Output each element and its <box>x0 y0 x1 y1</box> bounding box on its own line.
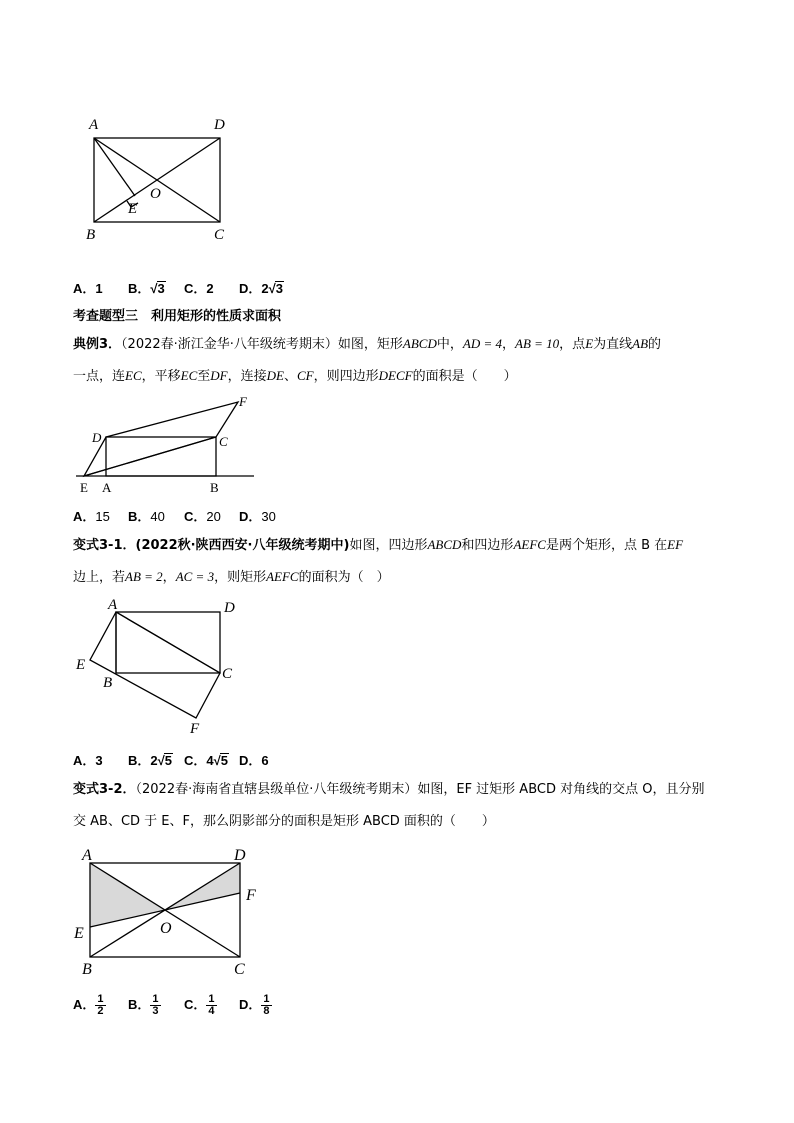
option-letter: A． <box>73 997 96 1012</box>
option-letter: A． <box>73 753 96 768</box>
variant31-line1 <box>73 534 683 557</box>
label-e: E <box>74 925 84 942</box>
math: EF <box>667 537 684 552</box>
option-letter: D． <box>239 509 262 524</box>
text: ， <box>162 570 176 585</box>
example3-line1 <box>73 333 661 356</box>
math: ABCD <box>427 537 462 552</box>
label-b: B <box>103 675 113 691</box>
option-letter: B． <box>128 509 151 524</box>
figure-rectangle-abcd-1 <box>78 112 248 247</box>
option-b[interactable] <box>128 506 165 525</box>
text: ，平移 <box>141 369 181 384</box>
text: 如图，四边形 <box>349 538 428 553</box>
label-b: B <box>82 961 92 978</box>
text: 和四边形 <box>461 538 514 553</box>
option-value: 3 <box>275 281 283 296</box>
option-d[interactable] <box>239 506 276 525</box>
option-letter: B． <box>128 753 151 768</box>
label-c: C <box>214 227 225 243</box>
option-letter: B． <box>128 281 151 296</box>
variant-source: (2022秋·陕西西安·八年级统考期中) <box>135 538 350 553</box>
label-o: O <box>150 186 161 202</box>
numerator: 1 <box>263 993 270 1006</box>
label-f: F <box>190 721 200 737</box>
variant-tag: 变式3-1． <box>73 538 136 553</box>
fraction <box>261 994 271 1017</box>
rectangle-abcd <box>106 437 216 476</box>
example3-line2 <box>73 365 517 388</box>
denominator: 2 <box>97 1005 104 1018</box>
math: AC = 3 <box>175 569 215 584</box>
option-letter: C． <box>184 509 207 524</box>
section-title: 利用矩形的性质求面积 <box>151 309 282 324</box>
rectangle-aefc <box>90 612 220 718</box>
option-value: 5 <box>164 753 172 768</box>
numerator: 1 <box>208 993 215 1006</box>
option-letter: C． <box>184 281 207 296</box>
label-e: E <box>128 201 138 217</box>
text: 、 <box>284 369 298 384</box>
label-e: E <box>76 657 86 673</box>
math: EC <box>125 368 142 383</box>
math: DE <box>266 368 284 383</box>
option-letter: C． <box>184 753 207 768</box>
option-letter: A． <box>73 281 96 296</box>
fraction <box>95 994 105 1017</box>
text: ，则四边形 <box>313 369 379 384</box>
math: ABCD <box>402 336 437 351</box>
radical-sign: √ <box>157 753 165 768</box>
option-value: 20 <box>206 509 221 524</box>
numerator: 1 <box>97 993 104 1006</box>
denominator: 3 <box>152 1005 159 1018</box>
text: 为直线 <box>593 337 633 352</box>
text: ， <box>502 337 516 352</box>
text: 的 <box>648 337 662 352</box>
label-d: D <box>92 430 102 445</box>
variant-tag: 变式3-2． <box>73 782 136 797</box>
text: ，则矩形 <box>214 570 267 585</box>
math: AD = 4 <box>462 336 502 351</box>
denominator: 4 <box>208 1005 215 1018</box>
variant-text: 交 AB、CD 于 E、F，那么阴影部分的面积是矩形 ABCD 面积的（ ） <box>73 814 495 829</box>
option-letter: D． <box>239 281 262 296</box>
math: AB = 10 <box>515 336 560 351</box>
segment-ec <box>84 437 216 476</box>
variant-text: （2022春·海南省直辖县级单位·八年级统考期末）如图，EF 过矩形 ABCD 对角线的交点 O，且分别 <box>135 782 705 797</box>
label-a: A <box>89 117 99 133</box>
label-a: A <box>108 597 118 613</box>
text: 如图，矩形 <box>337 337 403 352</box>
option-value: 30 <box>261 509 276 524</box>
diagonal-ac <box>116 612 220 673</box>
option-a[interactable] <box>73 506 110 525</box>
math: EC <box>180 368 198 383</box>
math: CF <box>297 368 314 383</box>
option-coefficient: 4 <box>206 753 214 768</box>
option-letter: C． <box>184 997 207 1012</box>
text: 的面积为（ ） <box>298 570 390 585</box>
label-f: F <box>246 887 256 904</box>
example-source: （2022春·浙江金华·八年级统考期末） <box>121 337 338 352</box>
example-tag: 典例3． <box>73 337 122 352</box>
text: 是两个矩形，点 B 在 <box>545 538 668 553</box>
shaded-triangle-aeo <box>90 863 166 927</box>
option-value: 3 <box>157 281 165 296</box>
option-value: 1 <box>95 281 103 296</box>
option-a[interactable] <box>73 278 103 297</box>
label-c: C <box>222 666 233 682</box>
text: ，点 <box>559 337 586 352</box>
segment-ae <box>94 138 135 196</box>
fraction <box>150 994 160 1017</box>
label-b: B <box>86 227 96 243</box>
label-c: C <box>234 961 245 978</box>
text: 一点，连 <box>73 369 126 384</box>
label-b: B <box>210 480 219 495</box>
section-heading <box>73 306 281 328</box>
option-value: 40 <box>150 509 165 524</box>
option-value: 6 <box>261 753 269 768</box>
option-d[interactable] <box>239 994 272 1017</box>
math: AB <box>632 336 649 351</box>
math: DECF <box>378 368 413 383</box>
label-d: D <box>234 847 246 864</box>
option-c[interactable] <box>184 278 214 297</box>
figure-rectangles-abcd-aefc <box>72 592 252 742</box>
math: DF <box>210 368 228 383</box>
label-o: O <box>160 920 172 937</box>
option-c[interactable] <box>184 994 217 1017</box>
option-d[interactable] <box>239 278 284 297</box>
option-c[interactable] <box>184 506 221 525</box>
option-c[interactable] <box>184 750 229 769</box>
option-d[interactable] <box>239 750 269 769</box>
label-a: A <box>82 847 92 864</box>
variant32-line2 <box>73 811 495 833</box>
text: 的面积是（ ） <box>412 369 517 384</box>
option-value: 3 <box>95 753 103 768</box>
option-b[interactable] <box>128 278 166 297</box>
label-d: D <box>224 600 235 616</box>
text: ，连接 <box>227 369 267 384</box>
figure-rectangle-shaded <box>72 842 272 982</box>
option-letter: A． <box>73 509 96 524</box>
option-letter: B． <box>128 997 151 1012</box>
option-a[interactable] <box>73 750 103 769</box>
text: 中， <box>436 337 463 352</box>
numerator: 1 <box>152 993 159 1006</box>
option-value: 2 <box>206 281 214 296</box>
math: AEFC <box>513 537 546 552</box>
option-value: 5 <box>220 753 228 768</box>
figure-parallelogram-decf <box>70 392 270 504</box>
text: 至 <box>197 369 211 384</box>
option-value: 15 <box>95 509 110 524</box>
math: E <box>585 336 594 351</box>
section-label: 考查题型三 <box>73 309 139 324</box>
label-f: F <box>239 394 247 409</box>
option-letter: D． <box>239 753 262 768</box>
variant31-line2 <box>73 566 390 589</box>
option-b[interactable] <box>128 750 173 769</box>
variant32-line1 <box>73 779 704 801</box>
label-a: A <box>102 480 112 495</box>
radical-sign: √ <box>268 281 276 296</box>
option-letter: D． <box>239 997 262 1012</box>
label-e: E <box>80 480 88 495</box>
label-d: D <box>214 117 225 133</box>
option-b[interactable] <box>128 994 161 1017</box>
label-c: C <box>219 434 228 449</box>
text: 边上，若 <box>73 570 126 585</box>
fraction <box>206 994 216 1017</box>
parallelogram-decf <box>84 402 238 476</box>
option-coefficient: 2 <box>261 281 269 296</box>
math: AB = 2 <box>125 569 163 584</box>
option-coefficient: 2 <box>150 753 158 768</box>
math: AEFC <box>266 569 299 584</box>
radical-sign: √ <box>213 753 221 768</box>
option-a[interactable] <box>73 994 106 1017</box>
denominator: 8 <box>263 1005 270 1018</box>
radical-sign: √ <box>150 281 158 296</box>
